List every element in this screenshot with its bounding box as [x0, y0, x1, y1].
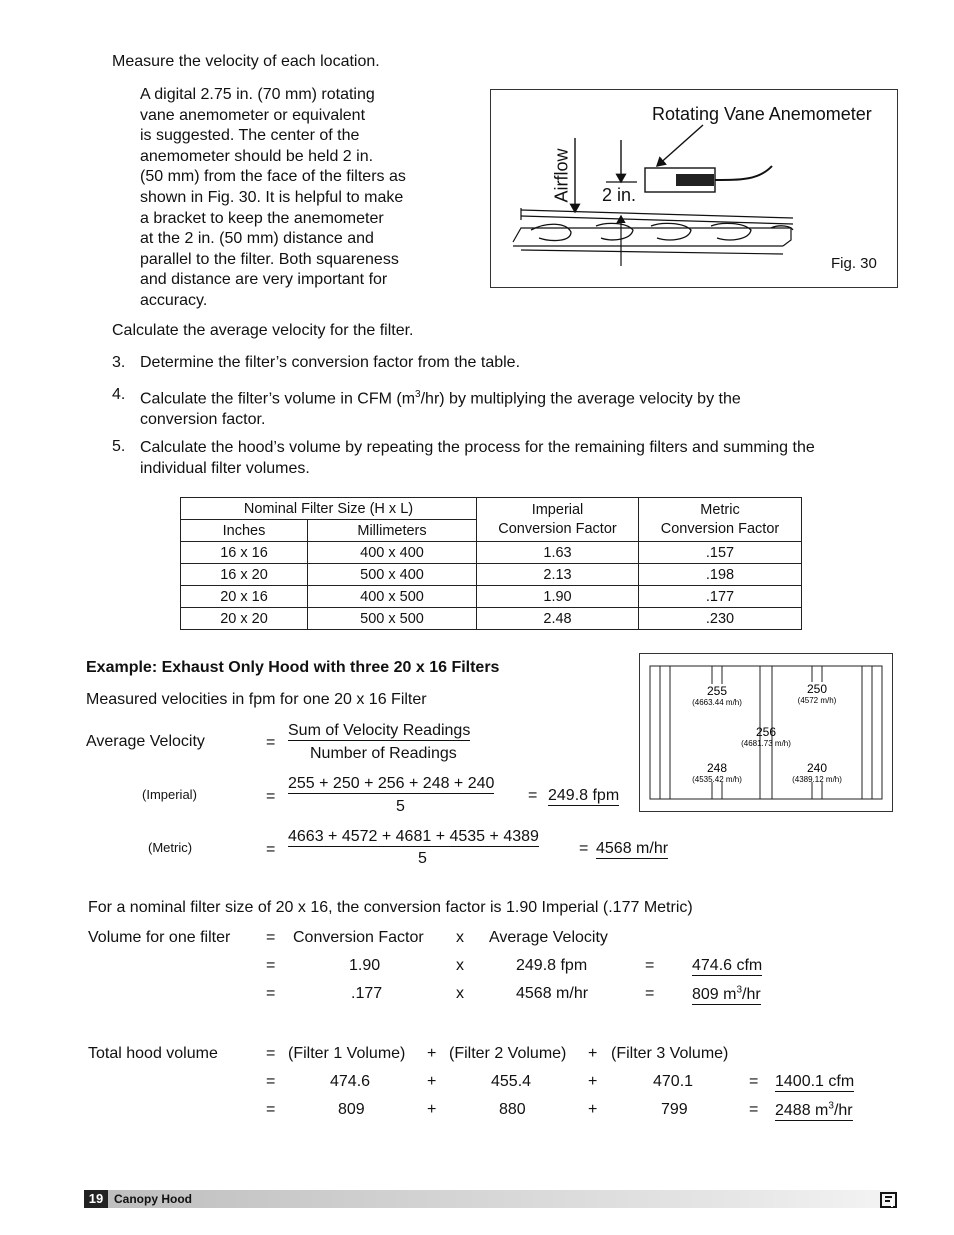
- reading-3-metric: (4681.73 m/h): [741, 739, 791, 748]
- total-row2-f1: 809: [338, 1101, 365, 1118]
- brand-logo-icon: [880, 1192, 898, 1208]
- step-5-text: Calculate the hood’s volume by repeating the process for the remaining filters and summing the individual filter volumes.: [140, 439, 815, 477]
- reading-3-fpm: 256: [755, 725, 777, 739]
- volume-row1-factor: 1.90: [349, 957, 381, 974]
- plus-sign: +: [588, 1073, 598, 1090]
- total-row1-f2: 455.4: [491, 1073, 532, 1090]
- volume-row2-velocity: 4568 m/hr: [516, 985, 589, 1002]
- fig30-title: Rotating Vane Anemometer: [652, 104, 872, 124]
- imperial-label: (Imperial): [142, 787, 197, 802]
- fig30-airflow-label: Airflow: [551, 148, 572, 203]
- header-millimeters: Millimeters: [308, 520, 477, 542]
- total-row1-f1: 474.6: [330, 1073, 371, 1090]
- table-row: 16 x 20 500 x 400 2.13 .198: [181, 564, 802, 586]
- equals-sign: =: [749, 1101, 759, 1118]
- step-4-text: Calculate the filter’s volume in CFM $(m^3/hr)$ by multiplying the average velocity by the conversion factor.: [140, 389, 741, 428]
- equals-sign: =: [266, 734, 276, 751]
- anemometer-drawing: [491, 90, 897, 287]
- metric-numerator: 4663 + 4572 + 4681 + 4535 + 4389: [288, 828, 539, 845]
- measured-label: Measured velocities in fpm for one 20 x 16 Filter: [86, 691, 427, 708]
- anemometer-paragraph: A digital 2.75 in. (70 mm) rotating vane anemometer or equivalent is suggested. The center of the anemometer should be held 2 in. (50 mm) from the face of the filters as shown in Fig. 30. It is helpful to make a bracket to keep the anemometer at the 2 in. (50 mm) distance and parallel to the filter. Both squareness and distance are very important for accuracy.: [140, 86, 406, 309]
- equals-sign: =: [266, 957, 276, 974]
- page-footer: [84, 1190, 896, 1208]
- step-3-number: 3.: [112, 354, 126, 371]
- total-row1-result: 1400.1 cfm: [775, 1073, 855, 1090]
- reading-1-metric: (4663.44 m/h): [692, 698, 742, 707]
- plus-sign: +: [588, 1045, 598, 1062]
- avg-velocity-label: Average Velocity: [86, 733, 205, 750]
- equals-sign: =: [266, 985, 276, 1002]
- equals-sign: =: [645, 957, 655, 974]
- plus-sign: +: [427, 1073, 437, 1090]
- total-header-filter3: (Filter 3 Volume): [611, 1045, 729, 1062]
- equals-sign: =: [266, 929, 276, 946]
- total-header-filter1: (Filter 1 Volume): [288, 1045, 406, 1062]
- avg-fraction-denominator: Number of Readings: [310, 745, 457, 762]
- anemometer-handle: [676, 174, 714, 186]
- equals-sign: =: [266, 1101, 276, 1118]
- step-4-number: 4.: [112, 386, 126, 403]
- fig30-distance-label: 2 in.: [602, 185, 637, 205]
- times-sign: x: [456, 929, 464, 946]
- header-nominal-size: Nominal Filter Size (H x L): [181, 498, 477, 520]
- equals-sign: =: [266, 788, 276, 805]
- reading-4-fpm: 248: [706, 761, 728, 775]
- volume-row1-result: 474.6 cfm: [692, 957, 763, 974]
- volume-row1-velocity: 249.8 fpm: [516, 957, 588, 974]
- reading-2-metric: (4572 m/h): [797, 696, 837, 705]
- reading-5-metric: (4389.12 m/h): [792, 775, 842, 784]
- volume-header-factor: Conversion Factor: [293, 929, 424, 946]
- conversion-factor-table: [180, 497, 802, 630]
- times-sign: x: [456, 957, 464, 974]
- volume-label: Volume for one filter: [88, 929, 231, 946]
- reading-5-fpm: 240: [806, 761, 828, 775]
- volume-row2-factor: .177: [351, 985, 383, 1002]
- avg-fraction-numerator: Sum of Velocity Readings: [288, 722, 471, 739]
- step-5-number: 5.: [112, 438, 126, 455]
- filter-readings-diagram: [639, 653, 893, 812]
- pointer-arrow: [657, 125, 703, 166]
- equals-sign: =: [266, 1073, 276, 1090]
- reading-2-fpm: 250: [806, 682, 828, 696]
- total-row2-f3: 799: [661, 1101, 688, 1118]
- imperial-result: 249.8 fpm: [548, 787, 620, 804]
- reading-1-fpm: 255: [706, 684, 728, 698]
- equals-sign: =: [749, 1073, 759, 1090]
- metric-denominator: 5: [418, 850, 427, 867]
- header-imperial: Imperial Conversion Factor: [477, 498, 639, 542]
- step-measure-text: Measure the velocity of each location.: [112, 53, 380, 70]
- equals-sign: =: [266, 1045, 276, 1062]
- reading-4-metric: (4535.42 m/h): [692, 775, 742, 784]
- step-3-text: Determine the filter’s conversion factor from the table.: [140, 354, 521, 371]
- metric-result: 4568 m/hr: [596, 840, 669, 857]
- volume-row2-result: 809 $m^3/hr$: [692, 985, 761, 1004]
- header-inches: Inches: [181, 520, 308, 542]
- page-number: 19: [84, 1190, 108, 1208]
- volume-header-velocity: Average Velocity: [489, 929, 608, 946]
- fig30-caption: Fig. 30: [831, 255, 877, 272]
- total-row2-result: 2488 $m^3/hr$: [775, 1101, 853, 1120]
- imperial-numerator: 255 + 250 + 256 + 248 + 240: [288, 775, 495, 792]
- equals-sign: =: [645, 985, 655, 1002]
- total-row1-f3: 470.1: [653, 1073, 694, 1090]
- equals-sign: =: [579, 840, 589, 857]
- equals-sign: =: [528, 787, 538, 804]
- imperial-denominator: 5: [396, 798, 405, 815]
- plus-sign: +: [427, 1101, 437, 1118]
- example-title: Example: Exhaust Only Hood with three 20 x 16 Filters: [86, 659, 500, 676]
- filter-baffles: [531, 223, 793, 240]
- anemometer-cable: [715, 166, 772, 180]
- metric-label: (Metric): [148, 840, 193, 855]
- header-metric: Metric Conversion Factor: [639, 498, 802, 542]
- step-average-text: Calculate the average velocity for the filter.: [112, 322, 414, 339]
- times-sign: x: [456, 985, 464, 1002]
- total-label: Total hood volume: [88, 1045, 218, 1062]
- factor-sentence: For a nominal filter size of 20 x 16, the conversion factor is 1.90 Imperial (.177 Metric): [88, 899, 693, 916]
- total-row2-f2: 880: [499, 1101, 526, 1118]
- table-row: 16 x 16 400 x 400 1.63 .157: [181, 542, 802, 564]
- equals-sign: =: [266, 841, 276, 858]
- table-row: 20 x 16 400 x 500 1.90 .177: [181, 586, 802, 608]
- plus-sign: +: [427, 1045, 437, 1062]
- footer-title: Canopy Hood: [114, 1192, 192, 1206]
- table-row: 20 x 20 500 x 500 2.48 .230: [181, 608, 802, 630]
- plus-sign: +: [588, 1101, 598, 1118]
- figure-30: [490, 89, 898, 288]
- total-header-filter2: (Filter 2 Volume): [449, 1045, 567, 1062]
